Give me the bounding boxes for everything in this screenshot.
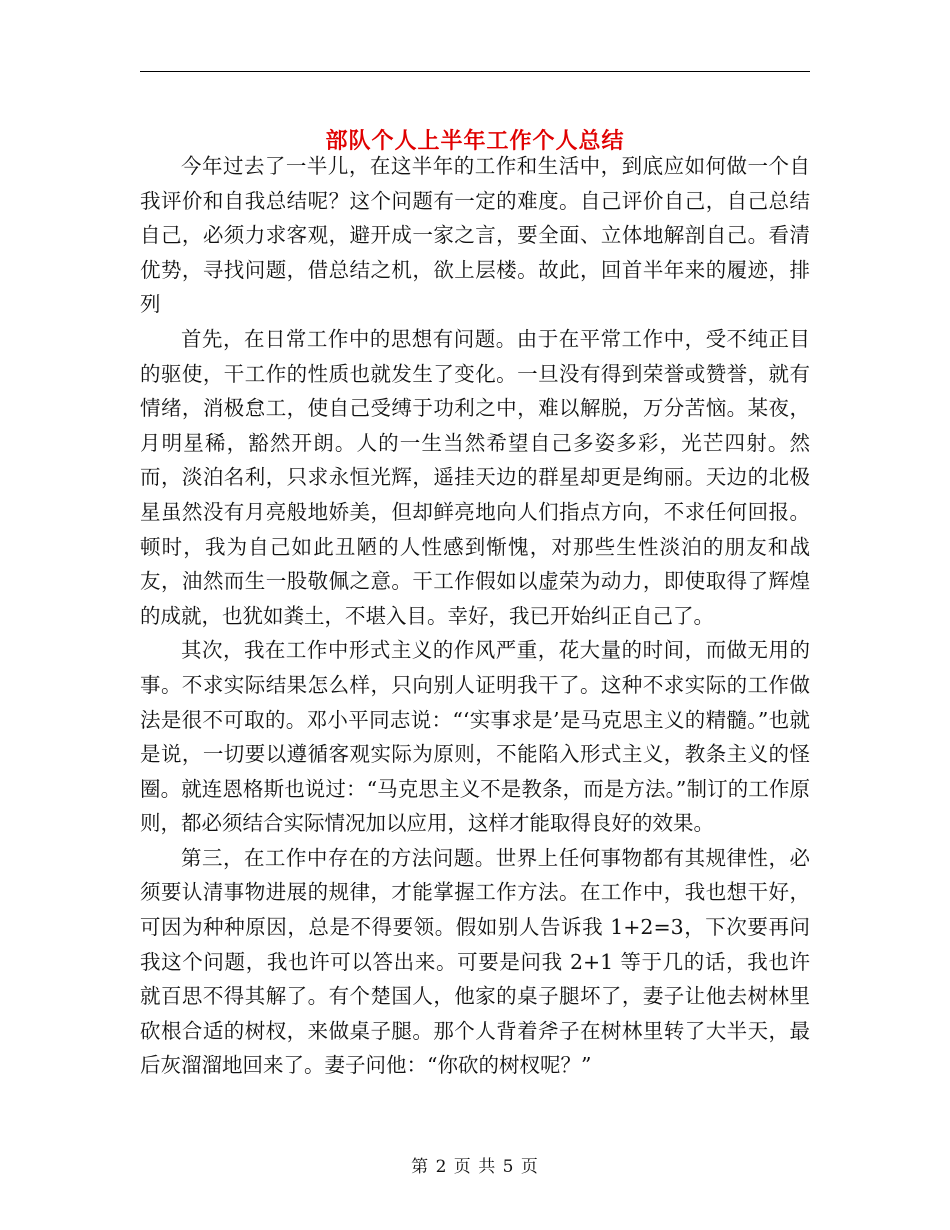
paragraph-second: 其次，我在工作中形式主义的作风严重，花大量的时间，而做无用的事。不求实际结果怎么样，只向别人证明我干了。这种不求实际的工作做法是很不可取的。邓小平同志说：“‘实事求是’是马克思主义的精髓。”也就是说，一切要以遵循客观实际为原则，不能陷入形式主义，教条主义的怪圈。就连恩格斯也说过：“马克思主义不是教条，而是方法。”制订的工作原则，都必须结合实际情况加以应用，这样才能取得良好的效果。 (140, 638, 810, 836)
paragraph-third: 第三，在工作中存在的方法问题。世界上任何事物都有其规律性，必须要认清事物进展的规律，才能掌握工作方法。在工作中，我也想干好，可因为种种原因，总是不得要领。假如别人告诉我 1+2=3，下次要再问我这个问题，我也许可以答出来。可要是问我 2+1 等于几的话，我也许就百思不得其解了。有个楚国人，他家的桌子腿坏了，妻子让他去树林里砍根合适的树杈，来做桌子腿。那个人背着斧子在树林里转了大半天，最后灰溜溜地回来了。妻子问他：“你砍的树杈呢？” (140, 845, 810, 1078)
document-body (140, 149, 810, 1083)
document-title: 部队个人上半年工作个人总结 (325, 127, 625, 154)
paragraph-intro: 今年过去了一半儿，在这半年的工作和生活中，到底应如何做一个自我评价和自我总结呢？这个问题有一定的难度。自己评价自己，自己总结自己，必须力求客观，避开成一家之言，要全面、立体地解剖自己。看清优势，寻找问题，借总结之机，欲上层楼。故此，回首半年来的履迹，排列 (140, 154, 810, 317)
header-rule (140, 71, 810, 72)
paragraph-first: 首先，在日常工作中的思想有问题。由于在平常工作中，受不纯正目的驱使，干工作的性质也就发生了变化。一旦没有得到荣誉或赞誉，就有情绪，消极怠工，使自己受缚于功利之中，难以解脱，万分苦恼。某夜，月明星稀，豁然开朗。人的一生当然希望自己多姿多彩，光芒四射。然而，淡泊名利，只求永恒光辉，遥挂天边的群星却更是绚丽。天边的北极星虽然没有月亮般地娇美，但却鲜亮地向人们指点方向，不求任何回报。顿时，我为自己如此丑陋的人性感到惭愧，对那些生性淡泊的朋友和战友，油然而生一股敬佩之意。干工作假如以虚荣为动力，即使取得了辉煌的成就，也犹如粪土，不堪入目。幸好，我已开始纠正自己了。 (140, 326, 810, 628)
page-number: 第 2 页 共 5 页 (411, 1157, 539, 1177)
